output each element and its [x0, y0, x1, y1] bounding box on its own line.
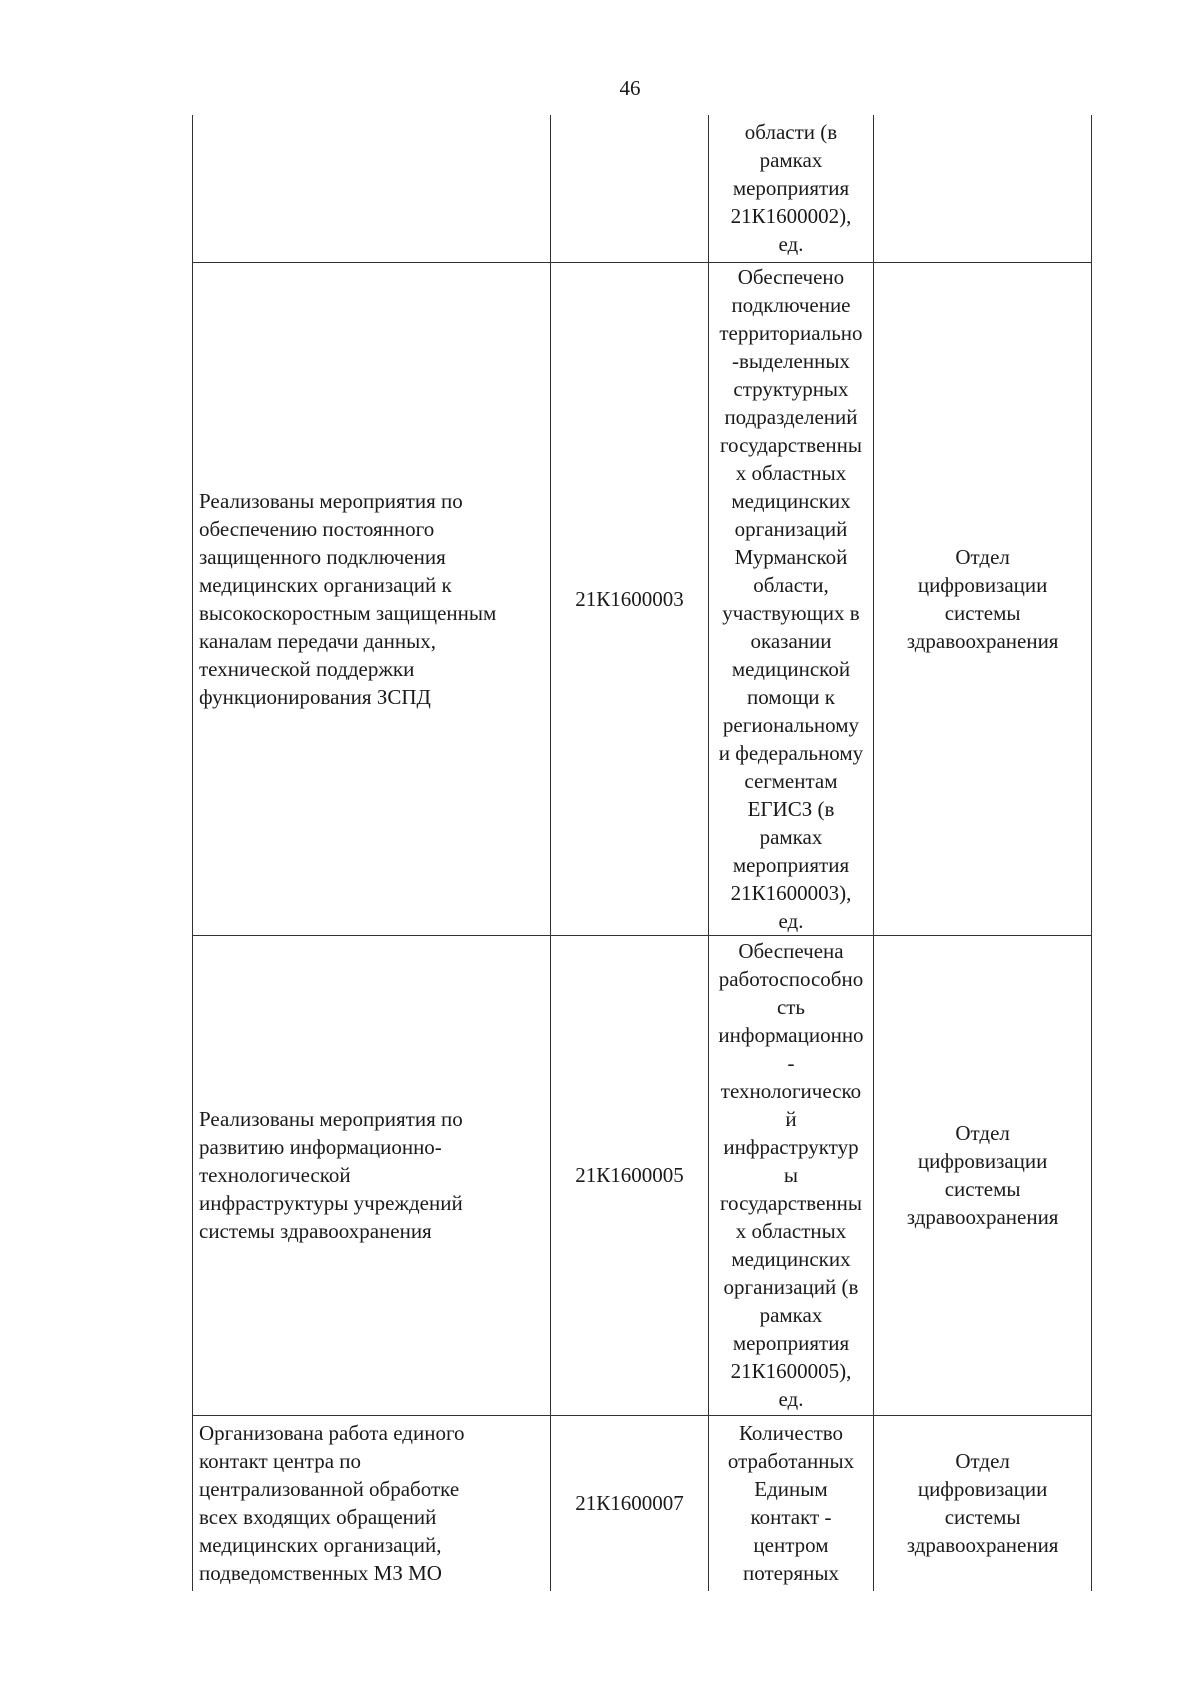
indicator-cell	[708, 1415, 874, 1591]
activity-code-cell	[551, 115, 709, 262]
activities-table	[192, 115, 1092, 1591]
responsible-cell	[874, 935, 1092, 1415]
responsible-text: Отдел цифровизации системы здравоохранения	[906, 1121, 1059, 1229]
activity-name: Реализованы мероприятия по обеспечению постоянного защищенного подключения медицинских организаций к высокоскоростным защищенным каналам передачи данных, технической поддержки функционирования ЗСПД	[199, 488, 497, 709]
table-row	[193, 115, 1092, 262]
activity-code-cell	[551, 1415, 709, 1591]
activity-name-cell	[193, 115, 551, 262]
table-row	[193, 935, 1092, 1415]
indicator-text: Количество отработанных Единым контакт - центром потеряных	[727, 1421, 855, 1586]
responsible-cell	[874, 115, 1092, 262]
activity-code: 21К1600003	[575, 586, 684, 611]
activity-name-cell	[193, 935, 551, 1415]
responsible-text: Отдел цифровизации системы здравоохранения	[906, 1449, 1059, 1558]
activity-name: Организована работа единого контакт центра по централизованной обработке всех входящих обращений медицинских организаций, подведомственных МЗ МО	[199, 1421, 465, 1586]
indicator-text: области (в рамках мероприятия 21К1600002), ед.	[730, 120, 852, 257]
indicator-text: Обеспечено подключение территориально -выделенных структурных подразделений государственны х областных медицинских организаций Мурманской области, участвующих в оказании медицинской помощи к региональному и федеральному сегментам ЕГИСЗ (в рамках мероприятия 21К1600003), ед.	[718, 264, 864, 933]
table-row	[193, 1415, 1092, 1591]
table-row	[193, 262, 1092, 935]
activity-name-cell	[193, 262, 551, 935]
activity-name-cell	[193, 1415, 551, 1591]
activity-code-cell	[551, 262, 709, 935]
indicator-cell	[708, 115, 874, 262]
indicator-text: Обеспечена работоспособно сть информационно - технологическо й инфраструктур ы государственны х областных медицинских организаций (в рамках мероприятия 21К1600005), ед.	[718, 939, 864, 1411]
responsible-cell	[874, 1415, 1092, 1591]
activity-code-cell	[551, 935, 709, 1415]
activity-name: Реализованы мероприятия по развитию информационно- технологической инфраструктуры учреждений системы здравоохранения	[199, 1107, 463, 1243]
responsible-text: Отдел цифровизации системы здравоохранения	[906, 544, 1059, 653]
activity-code: 21К1600005	[575, 1163, 684, 1187]
activity-code: 21К1600007	[575, 1491, 684, 1516]
responsible-cell	[874, 262, 1092, 935]
indicator-cell	[708, 262, 874, 935]
indicator-cell	[708, 935, 874, 1415]
page-number: 46	[619, 76, 641, 100]
